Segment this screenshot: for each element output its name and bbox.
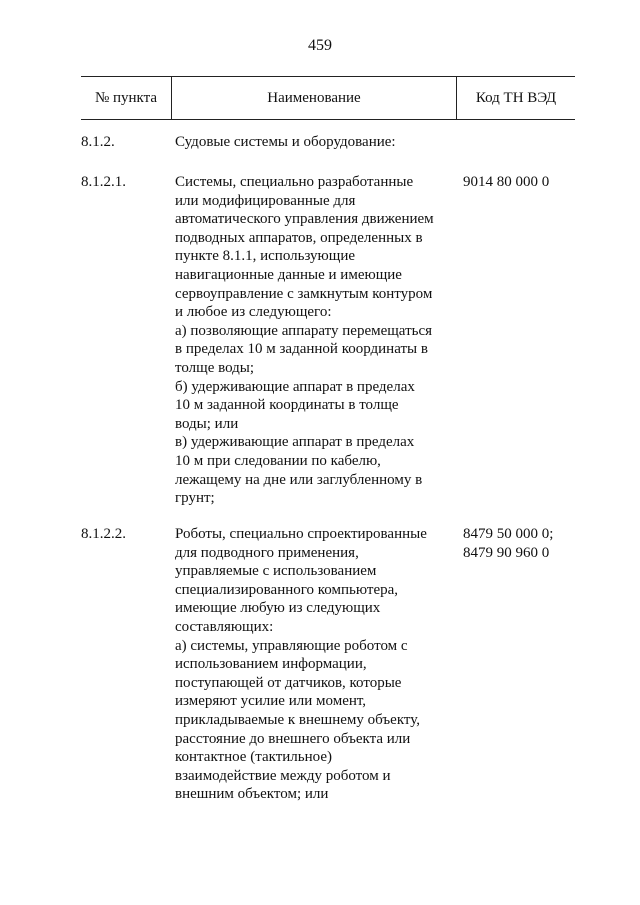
item-name xyxy=(175,133,460,152)
item-name-line: а) системы, управляющие роботом с xyxy=(175,637,408,654)
item-name-line: измеряют усилие или момент, xyxy=(175,693,367,710)
item-name-line: пункте 8.1.1, использующие xyxy=(175,248,355,265)
item-name-line: автоматического управления движением xyxy=(175,211,434,228)
item-name-line: специализированного компьютера, xyxy=(175,581,399,598)
item-code-line: 9014 80 000 0 xyxy=(463,174,550,190)
item-name-line: Системы, специально разработанные xyxy=(175,174,414,190)
item-name-line: и любое из следующего: xyxy=(175,304,332,321)
item-code-line: 8479 50 000 0; xyxy=(463,526,554,542)
table-header xyxy=(81,76,575,120)
item-code xyxy=(463,173,593,192)
item-number: 8.1.2.2. xyxy=(81,526,126,542)
item-name-line: грунт; xyxy=(175,490,215,507)
item-name-line: в) удерживающие аппарат в пределах xyxy=(175,434,415,451)
item-name-line: 10 м заданной координаты в толще xyxy=(175,397,399,414)
item-name-line: воды; или xyxy=(175,415,239,432)
item-name-line: Роботы, специально спроектированные xyxy=(175,526,427,542)
item-number: 8.1.2.1. xyxy=(81,174,126,190)
item-name xyxy=(175,173,460,508)
item-name-line: управляемые с использованием xyxy=(175,563,377,580)
item-name-line: Судовые системы и оборудование: xyxy=(175,134,396,150)
item-name-line: внешним объектом; или xyxy=(175,786,329,803)
item-name-line: сервоуправление с замкнутым контуром xyxy=(175,285,433,302)
item-number: 8.1.2. xyxy=(81,134,115,150)
item-code xyxy=(463,525,593,562)
item-name-line: б) удерживающие аппарат в пределах xyxy=(175,378,415,395)
item-name-line: расстояние до внешнего объекта или xyxy=(175,730,411,747)
page-number: 459 xyxy=(308,37,332,54)
item-name-line: лежащему на дне или заглубленному в xyxy=(175,471,423,488)
item-code-line: 8479 90 960 0 xyxy=(463,544,550,561)
item-name-line: взаимодействие между роботом и xyxy=(175,767,391,784)
header-tn-ved-code: Код ТН ВЭД xyxy=(475,90,557,106)
item-name-line: навигационные данные и имеющие xyxy=(175,266,402,283)
item-name-line: поступающей от датчиков, которые xyxy=(175,674,402,691)
item-name-line: толще воды; xyxy=(175,359,255,376)
header-name: Наименование xyxy=(267,90,361,106)
item-name-line: 10 м при следовании по кабелю, xyxy=(175,452,381,469)
item-name-line: контактное (тактильное) xyxy=(175,749,332,766)
item-name-line: подводных аппаратов, определенных в xyxy=(175,229,423,246)
item-name-line: прикладываемые к внешнему объекту, xyxy=(175,711,421,728)
header-item-number: № пункта xyxy=(94,90,158,106)
item-name-line: составляющих: xyxy=(175,618,274,635)
item-name xyxy=(175,525,460,804)
item-name-line: а) позволяющие аппарату перемещаться xyxy=(175,322,433,339)
item-name-line: для подводного применения, xyxy=(175,544,359,561)
item-name-line: имеющие любую из следующих xyxy=(175,600,381,617)
item-name-line: использованием информации, xyxy=(175,656,367,673)
item-name-line: в пределах 10 м заданной координаты в xyxy=(175,341,428,358)
item-name-line: или модифицированные для xyxy=(175,192,356,209)
